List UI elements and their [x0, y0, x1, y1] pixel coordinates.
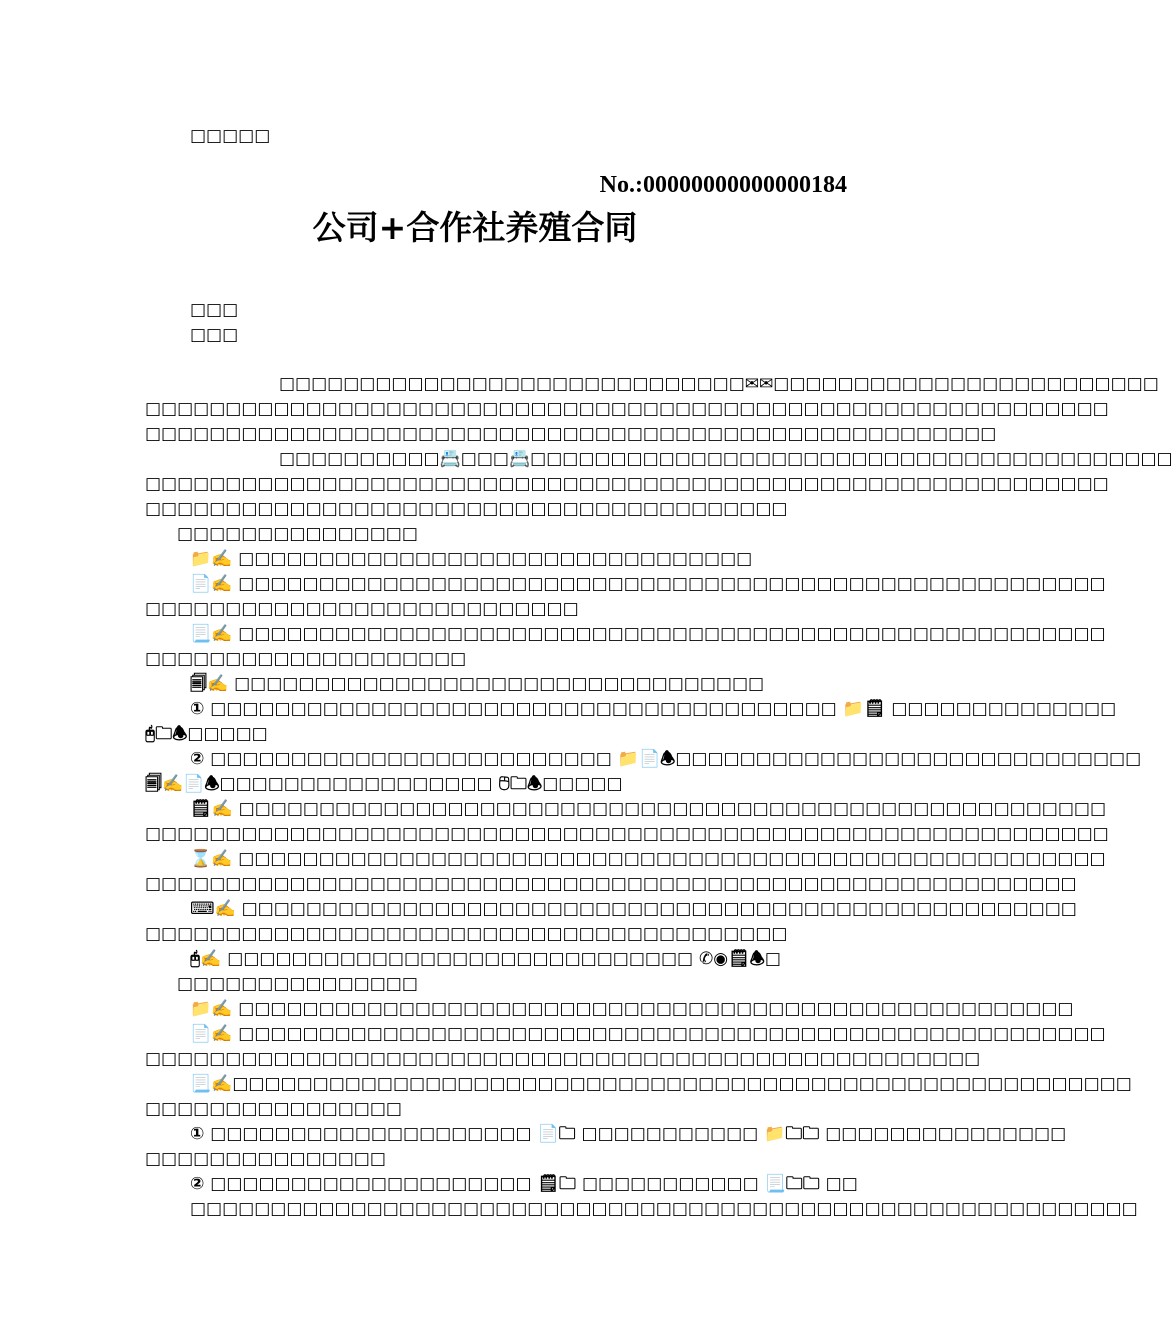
paragraph-line: □□□□□□□□□□□□□□□□□□□□□□□□□□□□□□□□□□□□□□□□□□□□□□□□□□□□□□□□□□□□ [145, 474, 1109, 494]
clause-line: 📃✍️□□□□□□□□□□□□□□□□□□□□□□□□□□□□□□□□□□□□□□□□□□□□□□□□□□□□□□□□ [190, 1074, 1132, 1094]
paragraph-line: □□□□□□□□□□□□□□□□□□□□□□□□□□□□□✉✉□□□□□□□□□□□□□□□□□□□□□□□□ [279, 374, 1159, 394]
clause-line: □□□□□□□□□□□□□□□□□□□□□□□□□□□□□□□□□□□□□□□□□□□□□□□□□□□□□□□□□□ [145, 874, 1077, 894]
clause-line: □□□□□□□□□□□□□□□□□□□□□□□□□□□□□□□□□□□□□□□□ [145, 924, 788, 944]
clause-line: □□□□□□□□□□□□□□□□□□□□ [145, 649, 467, 669]
paragraph-line: □□□□□□□□□□□□□□□□□□□□□□□□□□□□□□□□□□□□□□□□ [145, 499, 788, 519]
paragraph-line: □□□□□□□□□□□□□□□□□□□□□□□□□□□□□□□□□□□□□□□□□□□□□□□□□□□□□ [145, 424, 997, 444]
clause-line: ② □□□□□□□□□□□□□□□□□□□□ 🗒🗀 □□□□□□□□□□□ 📃🗀🗀 □□ [190, 1174, 858, 1194]
header-label: □□□□□ [190, 126, 271, 146]
clause-line: ② □□□□□□□□□□□□□□□□□□□□□□□□□ 📁📄🕭□□□□□□□□□□□□□□□□□□□□□□□□□□□□□ [190, 749, 1142, 769]
clause-line: □□□□□□□□□□□□□□□□□□□□□□□□□□□ [145, 599, 579, 619]
clause-line: 📁✍️ □□□□□□□□□□□□□□□□□□□□□□□□□□□□□□□□ [190, 549, 753, 569]
clause-line: □□□□□□□□□□□□□□□□□□□□□□□□□□□□□□□□□□□□□□□□□□□□□□□□□□□□ [145, 1049, 981, 1069]
clause-line: 🗐✍️📄🕭□□□□□□□□□□□□□□□□□ 🖰🗀🕭□□□□□ [145, 774, 623, 794]
document-number: No.:00000000000000184 [599, 172, 847, 198]
clause-line: 🗒✍️ □□□□□□□□□□□□□□□□□□□□□□□□□□□□□□□□□□□□□□□□□□□□□□□□□□□□□□ [190, 799, 1107, 819]
contract-body [145, 372, 1173, 1222]
paragraph-line: □□□□□□□□□□□□□□□□□□□□□□□□□□□□□□□□□□□□□□□□□□□□□□□□□□□□□□□□□□□□ [145, 399, 1109, 419]
section-heading: □□□□□□□□□□□□□□□ [177, 974, 418, 994]
clause-line: ① □□□□□□□□□□□□□□□□□□□□ 📄🗀 □□□□□□□□□□□ 📁🗀🗀 □□□□□□□□□□□□□□□ [190, 1124, 1067, 1144]
clause-line: 🖰🗀🕭□□□□□ [145, 724, 268, 744]
clause-line: 📁✍️ □□□□□□□□□□□□□□□□□□□□□□□□□□□□□□□□□□□□□□□□□□□□□□□□□□□□ [190, 999, 1074, 1019]
clause-line: □□□□□□□□□□□□□□□□ [145, 1099, 402, 1119]
clause-line: ⌛✍️ □□□□□□□□□□□□□□□□□□□□□□□□□□□□□□□□□□□□□□□□□□□□□□□□□□□□□□ [190, 849, 1106, 869]
clause-line: 📄✍️ □□□□□□□□□□□□□□□□□□□□□□□□□□□□□□□□□□□□□□□□□□□□□□□□□□□□□□ [190, 574, 1106, 594]
page-title: 公司+合作社养殖合同 [312, 208, 638, 247]
clause-line: ⌨✍️ □□□□□□□□□□□□□□□□□□□□□□□□□□□□□□□□□□□□□□□□□□□□□□□□□□□□ [190, 899, 1077, 919]
clause-line: ① □□□□□□□□□□□□□□□□□□□□□□□□□□□□□□□□□□□□□□□ 📁🗒 □□□□□□□□□□□□□□ [190, 699, 1117, 719]
clause-line: □□□□□□□□□□□□□□□□□□□□□□□□□□□□□□□□□□□□□□□□□□□□□□□□□□□□□□□□□□□ [190, 1199, 1138, 1219]
clause-line: 🖰✍️ □□□□□□□□□□□□□□□□□□□□□□□□□□□□□ ✆◉🗒🕭□ [190, 949, 781, 969]
section-heading: □□□□□□□□□□□□□□□ [177, 524, 418, 544]
party-b: □□□ [190, 325, 239, 345]
paragraph-line: □□□□□□□□□□📇□□□📇□□□□□□□□□□□□□□□□□□□□□□□□□□□□□□□□□□□□□□□□ [279, 449, 1173, 469]
clause-line: 📄✍️ □□□□□□□□□□□□□□□□□□□□□□□□□□□□□□□□□□□□□□□□□□□□□□□□□□□□□□ [190, 1024, 1106, 1044]
clause-line: 📃✍️ □□□□□□□□□□□□□□□□□□□□□□□□□□□□□□□□□□□□□□□□□□□□□□□□□□□□□□ [190, 624, 1106, 644]
clause-line: □□□□□□□□□□□□□□□ [145, 1149, 386, 1169]
party-a: □□□ [190, 300, 239, 320]
clause-line: 🗐✍️ □□□□□□□□□□□□□□□□□□□□□□□□□□□□□□□□□ [190, 674, 765, 694]
clause-line: □□□□□□□□□□□□□□□□□□□□□□□□□□□□□□□□□□□□□□□□□□□□□□□□□□□□□□□□□□□□ [145, 824, 1109, 844]
